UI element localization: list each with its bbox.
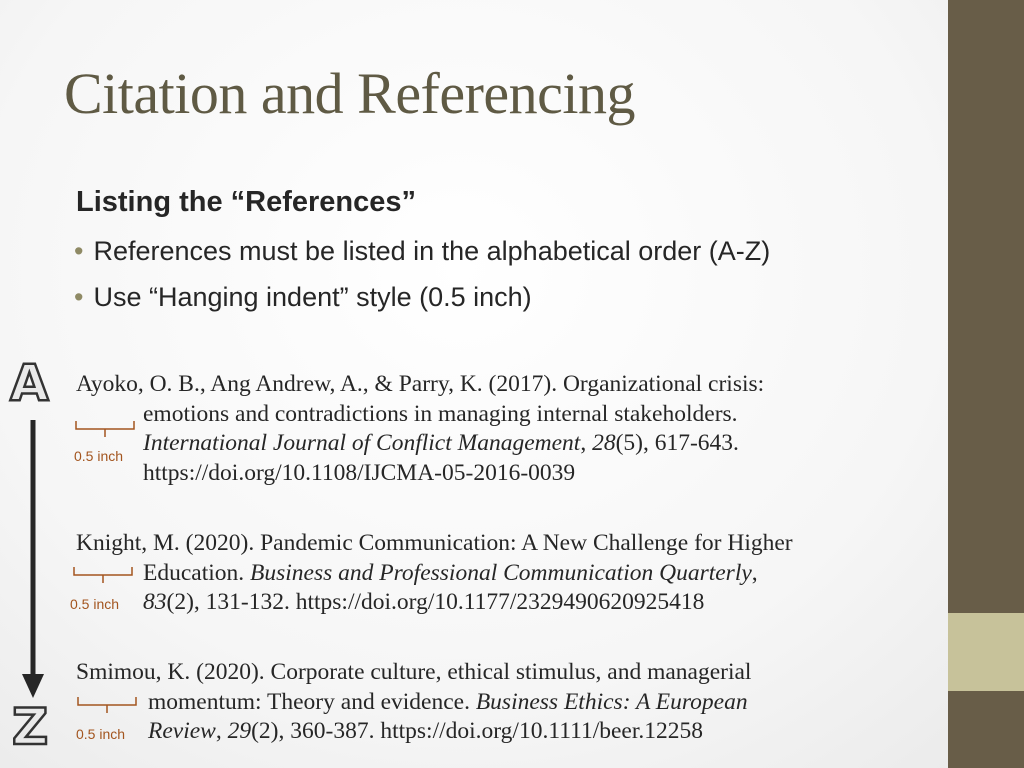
sidebar-accent-block <box>948 613 1024 691</box>
ref-line: momentum: Theory and evidence. Business Ethics: A European <box>148 688 748 715</box>
down-arrow-icon <box>20 418 46 700</box>
bullet-dot-icon: • <box>74 236 84 266</box>
ref-line: Review, 29(2), 360-387. https://doi.org/10.1111/beer.12258 <box>148 718 704 745</box>
journal-title: Business Ethics: A European <box>475 688 748 715</box>
bullet-text: Use “Hanging indent” style (0.5 inch) <box>93 282 532 312</box>
ref-line: emotions and contradictions in managing internal stakeholders. <box>143 400 738 427</box>
reference-entry-1 <box>76 370 764 488</box>
indent-brace-icon <box>76 694 140 716</box>
letter-z-icon: Z <box>12 698 49 756</box>
ref-line: 83(2), 131-132. https://doi.org/10.1177/2329490620925418 <box>143 589 705 616</box>
bullet-item <box>74 236 770 267</box>
bullet-item <box>74 282 532 313</box>
bullet-dot-icon: • <box>74 282 84 312</box>
volume: 28 <box>592 430 616 457</box>
volume: 29 <box>227 718 252 745</box>
journal-title: Review <box>148 718 216 745</box>
indent-label: 0.5 inch <box>74 448 124 464</box>
ref-line: International Journal of Conflict Management, 28(5), 617-643. <box>143 430 739 457</box>
journal-title: Business and Professional Communication Quarterly <box>250 559 752 586</box>
indent-label: 0.5 inch <box>76 726 126 742</box>
reference-entry-3 <box>76 658 751 747</box>
ref-line: Smimou, K. (2020). Corporate culture, ethical stimulus, and managerial <box>76 659 752 685</box>
ref-line: Education. Business and Professional Communication Quarterly, <box>143 559 758 586</box>
bullet-text: References must be listed in the alphabetical order (A-Z) <box>93 236 771 266</box>
letter-a-icon: A <box>10 354 49 412</box>
slide-title: Citation and Referencing <box>64 61 636 126</box>
ref-doi: https://doi.org/10.1108/IJCMA-05-2016-0039 <box>143 459 576 486</box>
ref-line: Ayoko, O. B., Ang Andrew, A., & Parry, K. (2017). Organizational crisis: <box>76 371 765 397</box>
volume: 83 <box>143 589 167 616</box>
slide-subtitle: Listing the “References” <box>76 186 417 218</box>
journal-title: International Journal of Conflict Management <box>143 430 581 457</box>
indent-brace-icon <box>72 564 136 586</box>
indent-brace-icon <box>74 418 138 440</box>
reference-entry-2 <box>76 529 793 618</box>
ref-line: Knight, M. (2020). Pandemic Communication: A New Challenge for Higher <box>76 530 793 556</box>
indent-label: 0.5 inch <box>70 596 120 612</box>
